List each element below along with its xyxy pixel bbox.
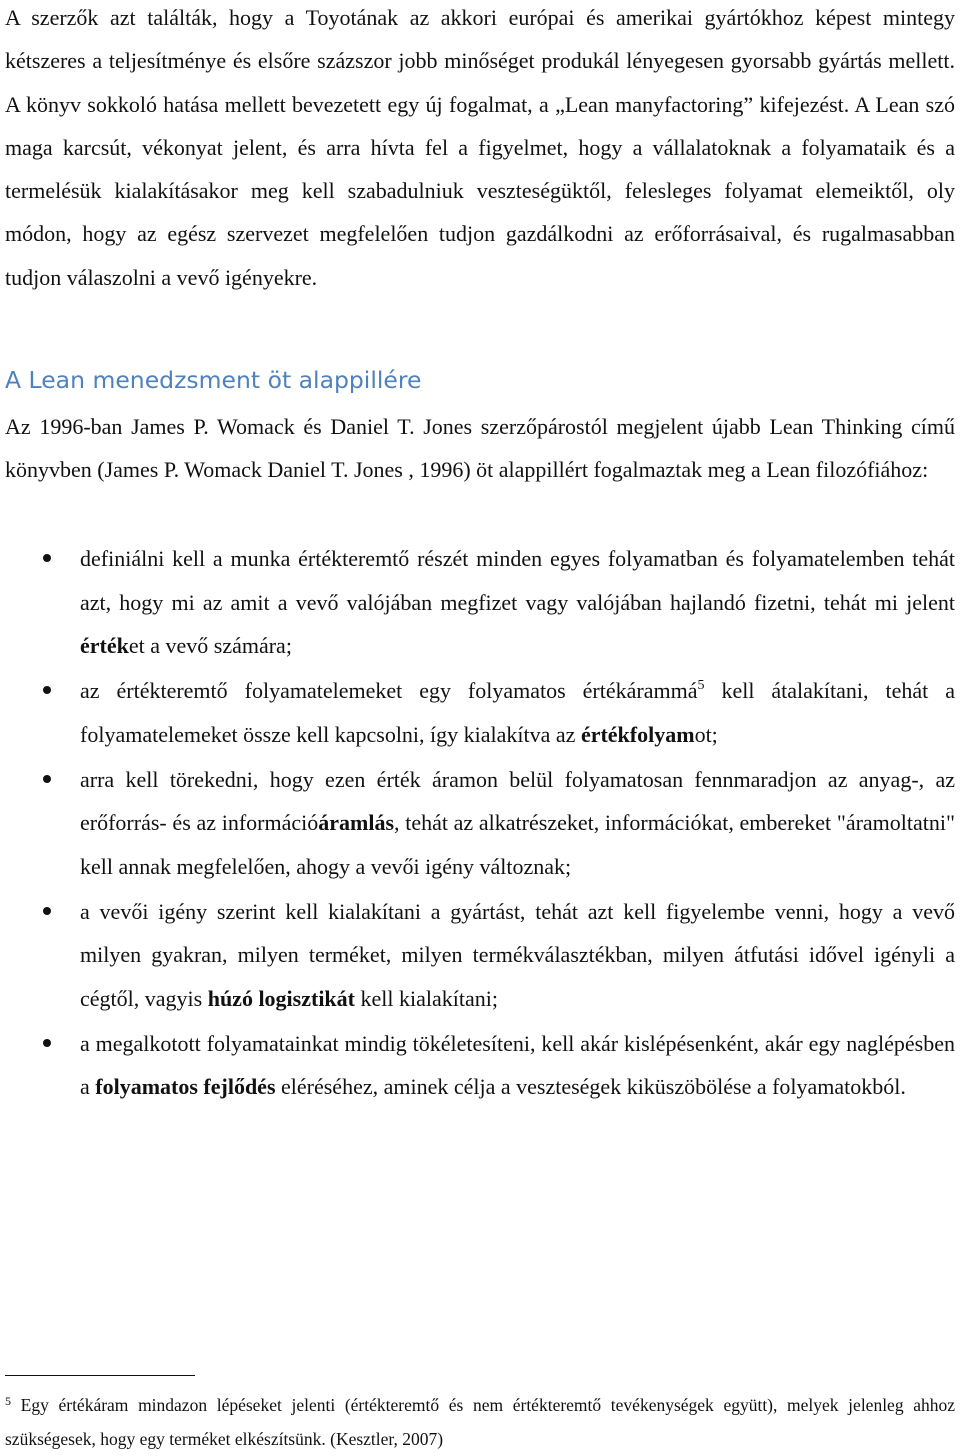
- list-item-text: a megalkotott folyamatainkat mindig tökéletesíteni, kell akár kislépésenként, akár egy naglépésben a: [80, 1030, 955, 1099]
- list-item-text: a vevői igény szerint kell kialakítani a gyártást, tehát azt kell figyelembe venni, hogy a vevő milyen gyakran, milyen terméket, milyen termékválasztékban, milyen átfutási idővel igényli a cégtől, vagyis: [80, 898, 955, 1011]
- intro-paragraph: A szerzők azt találták, hogy a Toyotának az akkori európai és amerikai gyártókhoz képest mintegy kétszeres a teljesítménye és elsőre százszor jobb minőséget produkál lényegesen gyorsabb gyártás mellett. A könyv sokkoló hatása mellett bevezetett egy új fogalmat, a „Lean manyfactoring” kifejezést. A Lean szó maga karcsút, vékonyat jelent, és arra hívta fel a figyelmet, hogy a vállalatoknak a folyamataik és a termelésük kialakításakor meg kell szabadulniuk veszteségüktől, felesleges folyamat elemeiktől, oly módon, hogy az egész szervezet megfelelően tudjon gazdálkodni az erőforrásaival, és rugalmasabban tudjon válaszolni a vevő igényekre.: [5, 5, 955, 290]
- footnote-ref[interactable]: 5: [697, 678, 705, 693]
- list-item-text: kell átalakítani, tehát a folyamatelemeket össze kell kapcsolni, így kialakítva az: [80, 678, 956, 747]
- footnote: [5, 1388, 955, 1456]
- list-item-bold: folyamatos fejlődés: [95, 1074, 276, 1099]
- list-item-bold: értékfolyam: [580, 721, 695, 747]
- list-item: [0, 1022, 955, 1109]
- list-item-text: , tehát az alkatrészeket, információkat, embereket "áramoltatni" kell annak megfelelően, ahogy a vevői igény változnak;: [80, 810, 955, 879]
- bullet-icon: [43, 907, 51, 915]
- list-item-text: kell kialakítani;: [355, 985, 498, 1011]
- bullet-icon: [43, 1039, 51, 1047]
- footnote-divider: [5, 1375, 195, 1376]
- list-item-text: definiálni kell a munka értékteremtő részét minden egyes folyamatban és folyamatelemben tehát azt, hogy mi az amit a vevő valójában megfizet vagy valójában hajlandó fizetni, tehát mi jelent: [80, 546, 955, 615]
- list-item-text: ot;: [694, 721, 718, 747]
- bullet-icon: [43, 686, 51, 694]
- section-heading: A Lean menedzsment öt alappillére: [5, 366, 422, 394]
- pillar-list: [0, 537, 960, 1110]
- list-item-bold: érték: [80, 633, 129, 658]
- list-item-text: arra kell törekedni, hogy ezen érték áramon belül folyamatosan fennmaradjon az anyag-, az erőforrás- és az információ: [80, 766, 955, 835]
- list-item-text: et a vevő számára;: [128, 633, 292, 658]
- footnote-text: Egy értékáram mindazon lépéseket jelenti (értékteremtő és nem értékteremtő tevékenységek együtt), melyek jelenleg ahhoz szükségesek, hogy egy terméket elkészítsünk. (Kesztler, 2007): [5, 1395, 955, 1449]
- list-item: [0, 537, 955, 668]
- bullet-icon: [43, 554, 51, 562]
- list-item: [0, 669, 955, 756]
- list-item: [0, 890, 955, 1021]
- list-item: [0, 758, 955, 889]
- list-item-bold: húzó logisztikát: [207, 985, 355, 1011]
- list-item-bold: áramlás: [318, 810, 394, 835]
- footnote-number: 5: [5, 1394, 11, 1408]
- section-paragraph: Az 1996-ban James P. Womack és Daniel T. Jones szerzőpárostól megjelent újabb Lean Thinking című könyvben (James P. Womack Daniel T. Jones , 1996) öt alappillért fogalmaztak meg a Lean filozófiához:: [5, 414, 955, 483]
- bullet-icon: [43, 775, 51, 783]
- list-item-text: eléréséhez, aminek célja a veszteségek kiküszöbölése a folyamatokból.: [275, 1074, 906, 1099]
- list-item-text: az értékteremtő folyamatelemeket egy folyamatos értékárammá: [80, 678, 698, 703]
